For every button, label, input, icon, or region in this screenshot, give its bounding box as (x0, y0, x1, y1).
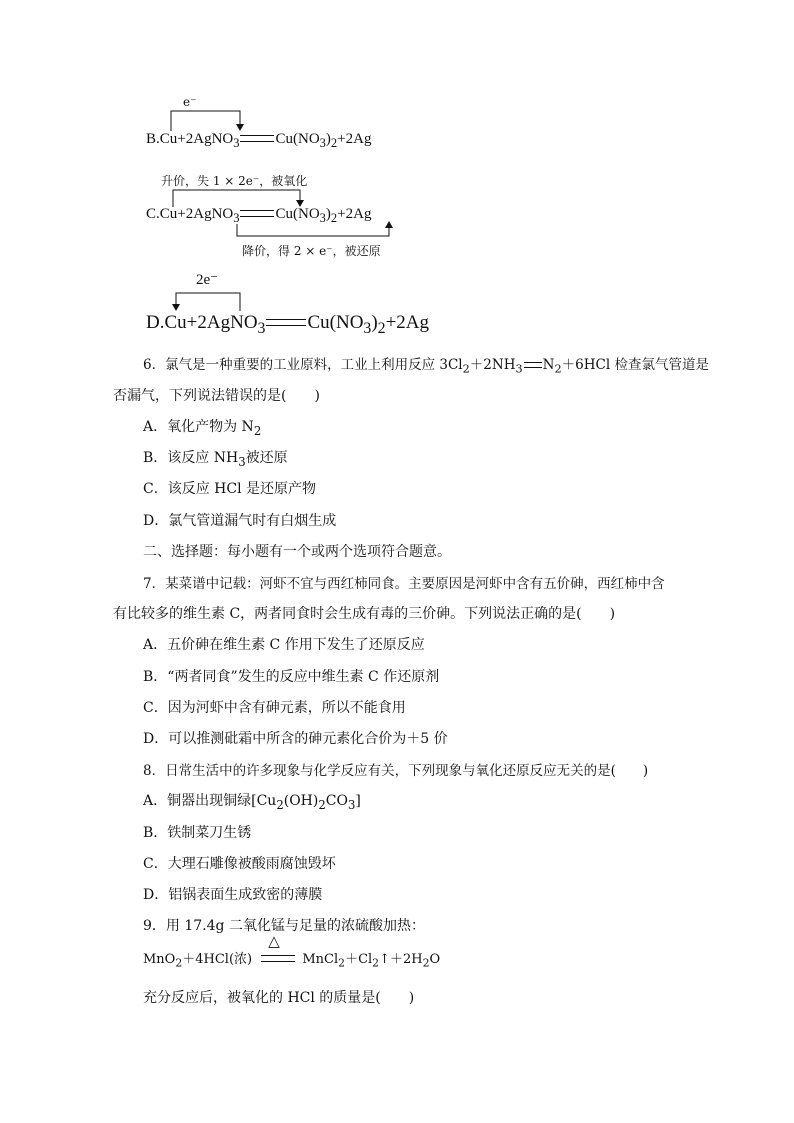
equation-d: D.Cu+2AgNO$_3$ $Cu(NO_3)_2+2Ag$ (146, 312, 430, 337)
q9-equation: MnO$_2$＋4HCl(浓) △ $MnCl_2+Cl_2↑+2H_2O$ (143, 932, 441, 970)
q6-stem-line1: 6．氯气是一种重要的工业原料，工业上利用反应 $3Cl_2+2NH_3$ $N_2+6HCl$ 检查氯气管道是 (143, 357, 709, 376)
q8-option-c: C．大理石雕像被酸雨腐蚀毁坏 (143, 856, 336, 872)
q6-option-b: B．该反应 $NH_3$被还原 (143, 450, 288, 469)
equation-b: B.Cu+2AgNO$_3$ $Cu(NO_3)_2+2Ag$ (146, 131, 372, 150)
q6-stem-line2: 否漏气，下列说法错误的是( ) (113, 388, 320, 404)
q7-stem-line2: 有比较多的维生素 C，两者同食时会生成有毒的三价砷。下列说法正确的是( ) (113, 606, 616, 622)
q6-option-a: A．氧化产物为 $N_2$ (143, 419, 262, 438)
q8-stem: 8．日常生活中的许多现象与化学反应有关，下列现象与氧化还原反应无关的是( ) (143, 763, 649, 779)
q6-option-c: C．该反应 HCl 是还原产物 (143, 481, 317, 497)
q7-option-b: B．“两者同食”发生的反应中维生素 C 作还原剂 (143, 669, 440, 685)
electron-label-b: e⁻ (183, 95, 197, 109)
q8-option-b: B．铁制菜刀生锈 (143, 825, 252, 841)
section-heading: 二、选择题：每小题有一个或两个选项符合题意。 (143, 544, 451, 560)
equation-c: C.Cu+2AgNO$_3$ $Cu(NO_3)_2+2Ag$ (146, 206, 372, 225)
q6-option-d: D．氯气管道漏气时有白烟生成 (143, 513, 337, 529)
q7-option-a: A．五价砷在维生素 C 作用下发生了还原反应 (143, 637, 425, 653)
q7-option-d: D．可以推测砒霜中所含的砷元素化合价为＋5 价 (143, 731, 448, 747)
q7-stem-line1: 7．某菜谱中记载：河虾不宜与西红柿同食。主要原因是河虾中含有五价砷，西红柿中含 (143, 576, 665, 592)
q7-option-c: C．因为河虾中含有砷元素，所以不能食用 (143, 700, 406, 716)
oxidation-note-c: 升价，失 1 × 2e⁻，被氧化 (161, 174, 308, 188)
q8-option-d: D．铝锅表面生成致密的薄膜 (143, 887, 323, 903)
q8-option-a: A．铜器出现铜绿$[Cu_2(OH)_2CO_3]$ (143, 793, 361, 812)
q9-question-tail: 充分反应后，被氧化的 HCl 的质量是( ) (143, 990, 415, 1006)
reduction-note-c: 降价，得 2 × e⁻，被还原 (242, 244, 381, 258)
electron-label-d: 2e⁻ (196, 272, 219, 288)
heat-symbol: △ (268, 932, 280, 950)
q9-stem: 9．用 17.4g 二氧化锰与足量的浓硫酸加热： (143, 918, 425, 934)
